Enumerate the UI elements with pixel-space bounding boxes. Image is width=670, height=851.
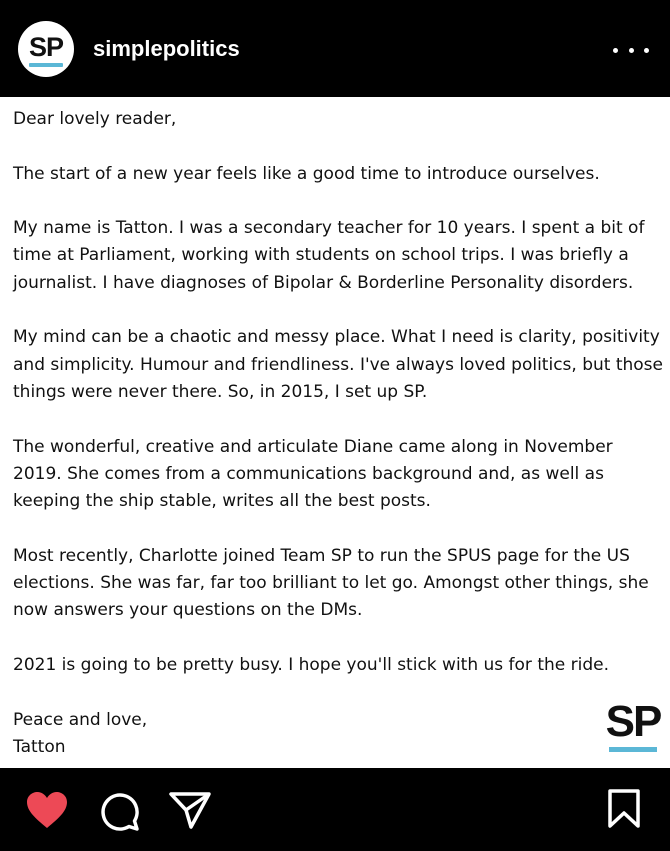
dot xyxy=(613,48,618,53)
action-bar xyxy=(0,768,670,851)
share-icon[interactable] xyxy=(168,790,212,830)
more-options-icon[interactable] xyxy=(613,38,649,62)
sp-logo-underline xyxy=(609,747,657,752)
username-link[interactable]: simplepolitics xyxy=(93,36,240,61)
post-image[interactable] xyxy=(0,97,670,768)
avatar-logo-text: SP xyxy=(28,31,64,62)
paragraph: The wonderful, creative and articulate Diane came along in November 2019. She comes from a communications background and, as well as keeping the ship stable, writes all the best posts. xyxy=(13,436,613,512)
post-letter xyxy=(13,106,663,761)
paragraph: 2021 is going to be pretty busy. I hope you'll stick with us for the ride. xyxy=(13,654,609,675)
dot xyxy=(629,48,634,53)
paragraph: Most recently, Charlotte joined Team SP to run the SPUS page for the US elections. She was far, far too brilliant to let go. Amongst other things, she now answers your questions on the DMs. xyxy=(13,545,649,621)
avatar[interactable] xyxy=(18,21,74,77)
signoff-line: Peace and love, xyxy=(13,709,148,730)
heart-icon[interactable] xyxy=(25,790,69,830)
signoff-name: Tatton xyxy=(13,736,66,757)
avatar-underline xyxy=(29,63,63,67)
paragraph: My mind can be a chaotic and messy place. What I need is clarity, positivity and simplicity. Humour and friendliness. I've always loved politics, but those things were never there. So, in 2015, I set up SP. xyxy=(13,327,664,402)
signoff xyxy=(13,707,663,762)
sp-logo-text: SP xyxy=(605,697,661,746)
paragraph: Dear lovely reader, xyxy=(13,109,177,129)
bookmark-icon[interactable] xyxy=(606,788,642,830)
comment-icon[interactable] xyxy=(98,790,140,832)
dot xyxy=(644,48,649,53)
post-header xyxy=(0,0,670,97)
sp-logo xyxy=(601,697,665,752)
paragraph: The start of a new year feels like a good time to introduce ourselves. xyxy=(13,163,600,184)
paragraph: My name is Tatton. I was a secondary teacher for 10 years. I spent a bit of time at Parliament, working with students on school trips. I was briefly a journalist. I have diagnoses of Bipolar & Borderline Personality disorders. xyxy=(13,218,645,293)
